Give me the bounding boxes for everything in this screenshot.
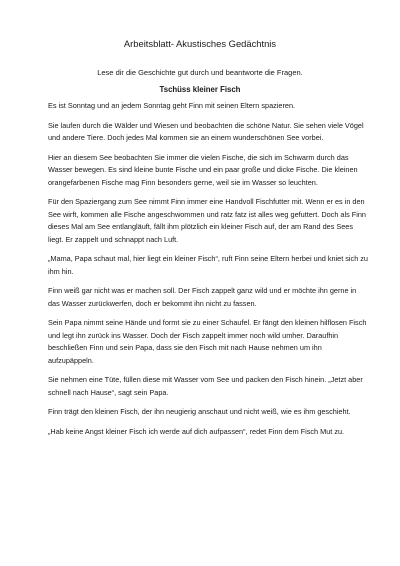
story-title: Tschüss kleiner Fisch — [159, 85, 241, 94]
instruction-text: Lese dir die Geschichte gut durch und beantworte die Fragen. — [97, 68, 303, 77]
story-paragraph: Sein Papa nimmt seine Hände und formt sie zu einer Schaufel. Er fängt den kleinen hilflosen Fisch und legt ihn zurück ins Wasser. Doch der Fisch zappelt immer noch wild umher. Daraufhin beschließen Finn und sein Papa, dass sie den Fisch mit nach Hause nehmen um ihn aufzupäppeln. — [48, 318, 367, 365]
story-paragraph: Finn trägt den kleinen Fisch, der ihn neugierig anschaut und nicht weiß, wie es ihm geschieht. — [48, 407, 351, 416]
story-paragraph: „Mama, Papa schaut mal, hier liegt ein kleiner Fisch“, ruft Finn seine Eltern herbei und kniet sich zu ihm hin. — [48, 254, 368, 276]
story-paragraph: Für den Spaziergang zum See nimmt Finn immer eine Handvoll Fischfutter mit. Wenn er es in den See wirft, kommen alle Fische angeschwommen und ratz fatz ist alles weg gefuttert. Doch als Finn dieses Mal am See entlangläuft, fällt ihm plötzlich ein kleiner Fisch auf, der am Rand des Sees liegt. Er zappelt und schnappt nach Luft. — [48, 197, 366, 244]
story-body — [48, 100, 368, 445]
story-paragraph: Sie laufen durch die Wälder und Wiesen und beobachten die schöne Natur. Sie sehen viele Vögel und andere Tiere. Doch jedes Mal kommen sie an einem wunderschönen See vorbei. — [48, 120, 364, 142]
story-paragraph: „Hab keine Angst kleiner Fisch ich werde auf dich aufpassen“, redet Finn dem Fisch Mut zu. — [48, 426, 345, 436]
story-paragraph: Sie nehmen eine Tüte, füllen diese mit Wasser vom See und packen den Fisch hinein. „Jetzt aber schnell nach Hause“, sagt sein Papa. — [48, 375, 363, 397]
story-paragraph: Es ist Sonntag und an jedem Sonntag geht Finn mit seinen Eltern spazieren. — [48, 101, 296, 110]
worksheet-title: Arbeitsblatt- Akustisches Gedächtnis — [123, 38, 277, 49]
story-paragraph: Hier an diesem See beobachten Sie immer die vielen Fische, die sich im Schwarm durch das Wasser bewegen. Es sind kleine bunte Fische und ein paar große und dicke Fische. Die kleinen orangefarbenen Fische mag Finn besonders gerne, weil sie im Wasser so leuchten. — [48, 152, 358, 187]
story-paragraph: Finn weiß gar nicht was er machen soll. Der Fisch zappelt ganz wild und er möchte ihn gerne in das Wasser zurückwerfen, doch er bekommt ihn nicht zu fassen. — [48, 286, 357, 308]
